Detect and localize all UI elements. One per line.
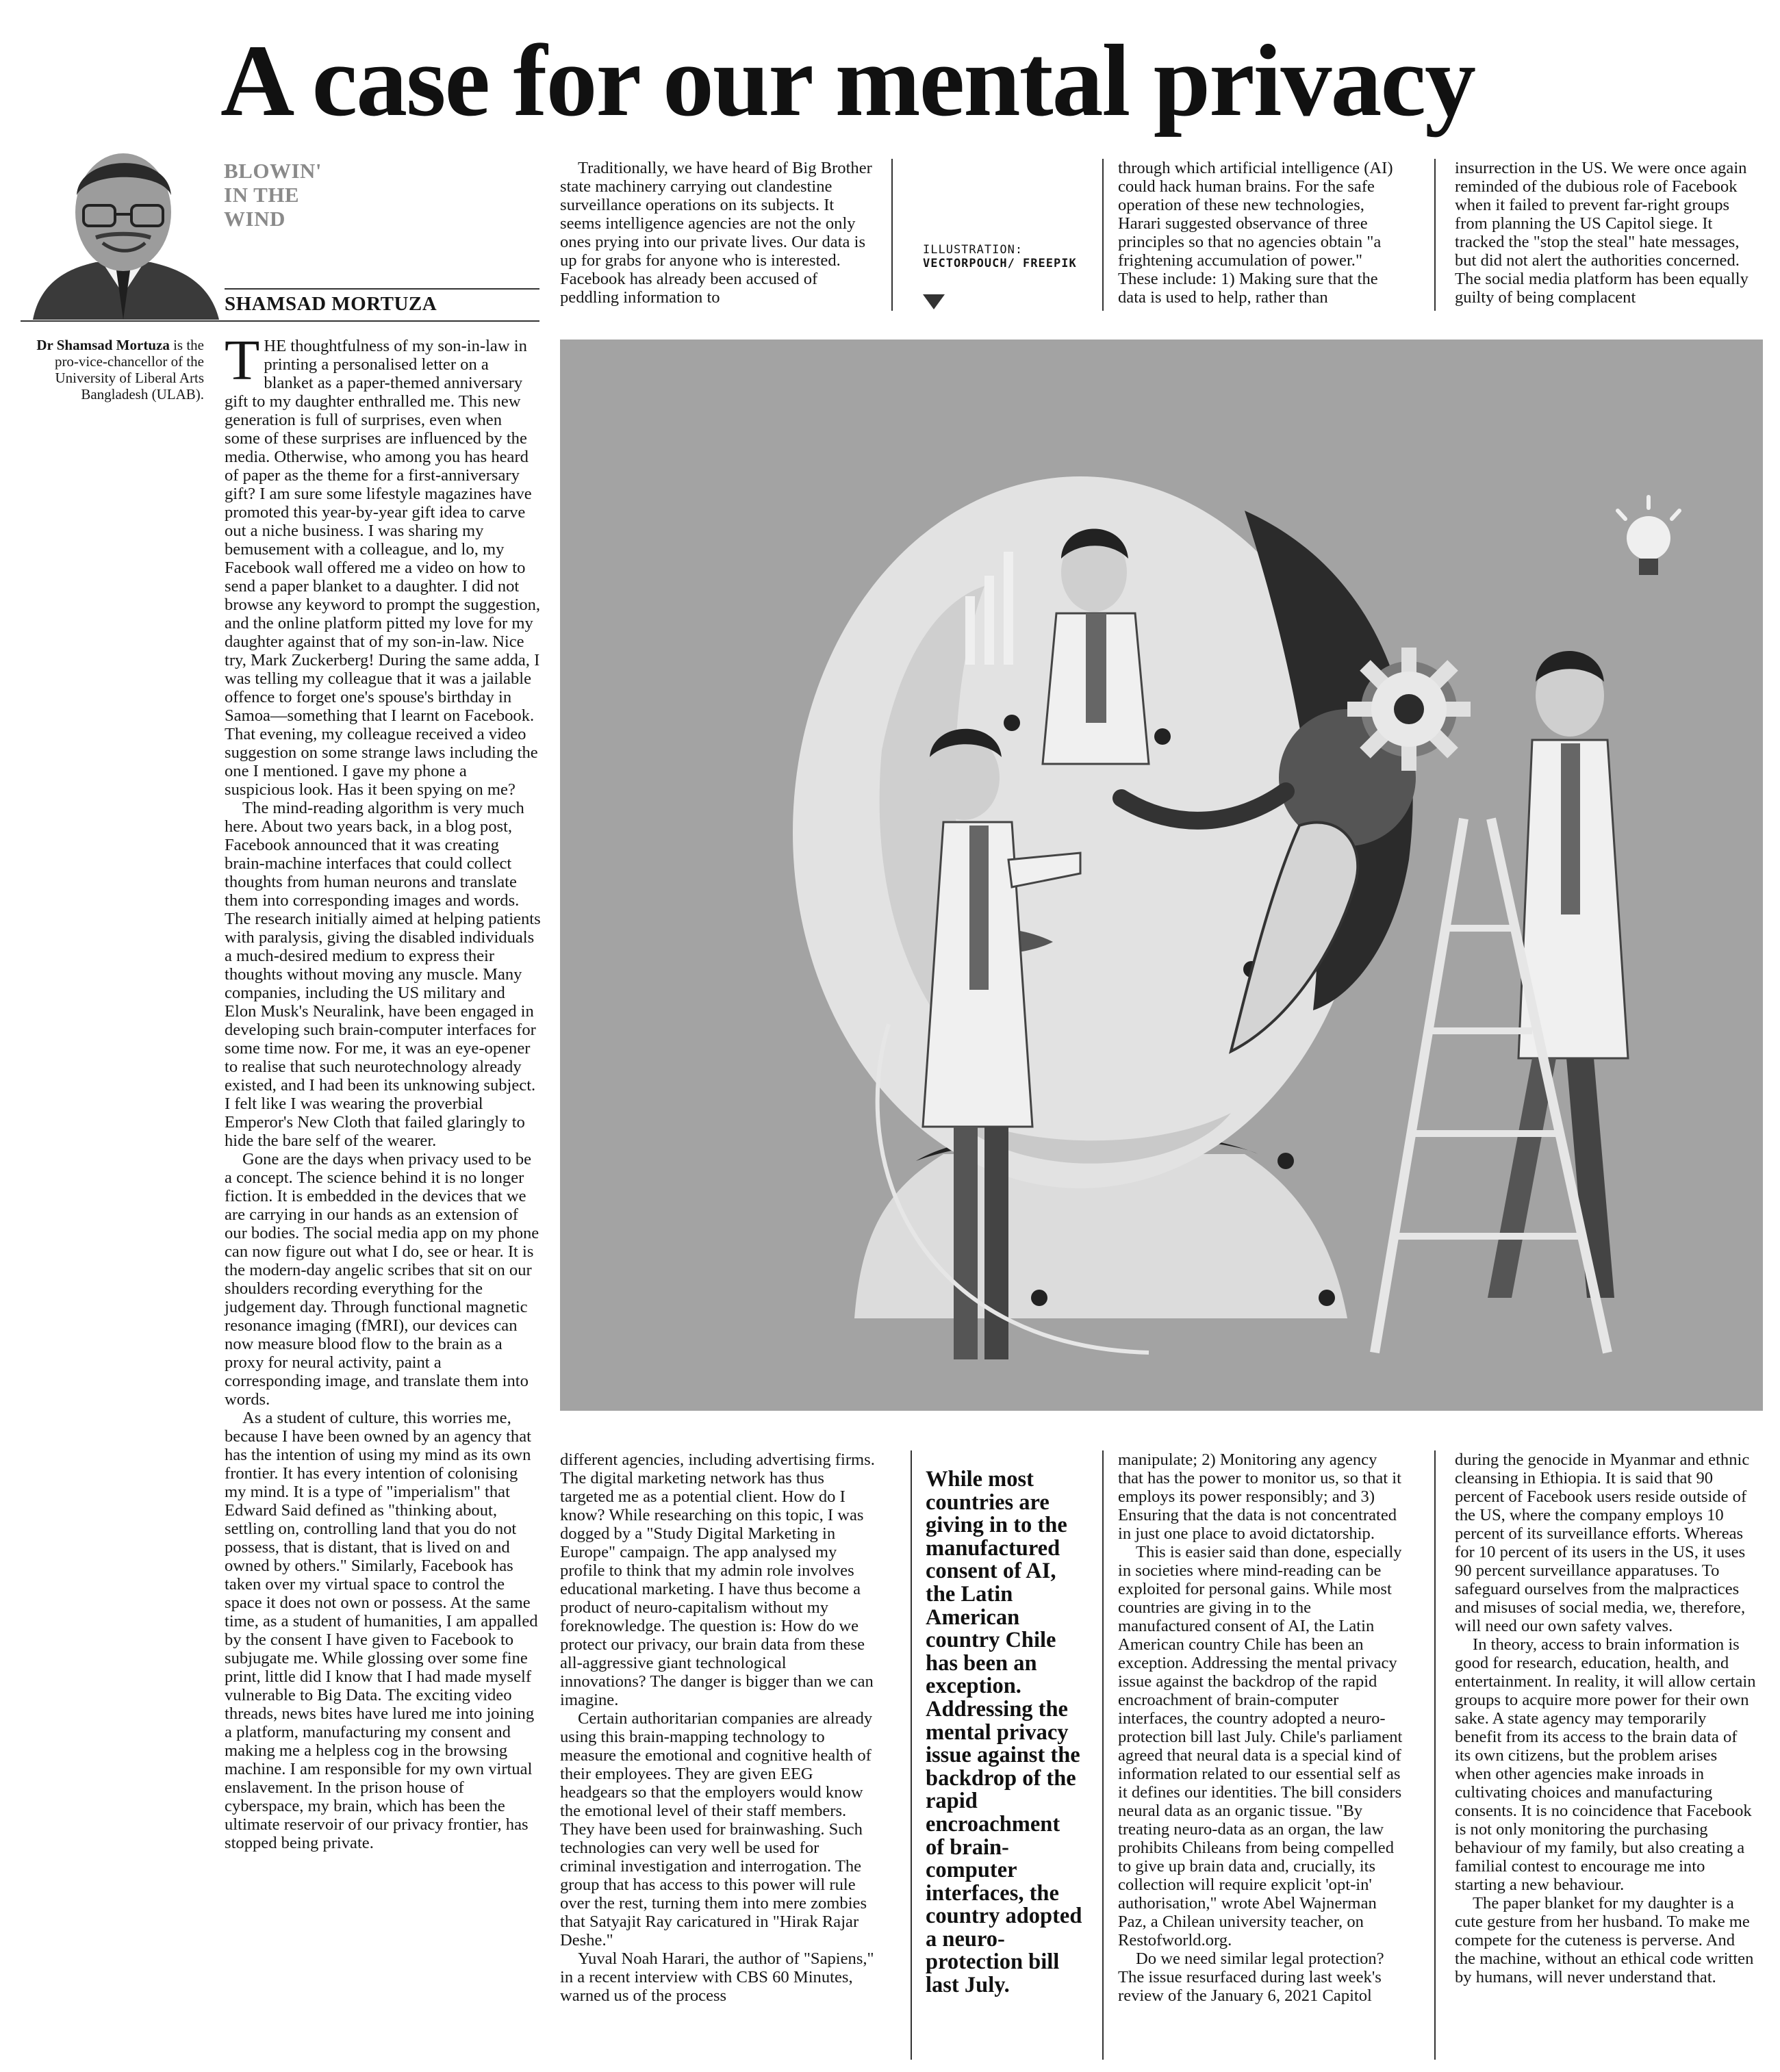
illustration-robot-head (560, 340, 1763, 1411)
article-column-2-bottom (560, 1450, 876, 2060)
article-paragraph: Gone are the days when privacy used to be a concept. The science behind it is no longer fiction. It is embedded in the devices that we are carrying in our hands as an extension of our bodies. The social media app on my phone can now figure out what I do, see or hear. It is the modern-day angelic scribes that sit on our shoulders recording everything for the judgement day. Through functional magnetic resonance imaging (fMRI), our devices can now measure blood flow to the brain as a proxy for neural activity, paint a corresponding image, and translate them into words. (225, 1150, 539, 1409)
article-column-5-top (1455, 159, 1756, 311)
article-paragraph: The paper blanket for my daughter is a cute gesture from her husband. To make me compete for the cuteness is perverse. And the machine, without an ethical code written by humans, will never understand that. (1455, 1894, 1754, 1986)
column-divider (1434, 159, 1436, 311)
article-column-2-top (560, 159, 876, 311)
article-paragraph: different agencies, including advertising firms. The digital marketing network has thus targeted me as a potential client. How do I know? While researching on this topic, I was dogged by a "Study Digital Marketing in Europe" campaign. The app analysed my profile to think that my admin role involves educational marketing. I have thus become a product of neuro-capitalism without my foreknowledge. The question is: How do we protect our privacy, our brain data from these all-aggressive giant technological innovations? The danger is bigger than we can imagine. (560, 1450, 875, 1709)
column-label-line-3: WIND (224, 207, 285, 231)
author-role: is the pro-vice-chancellor of the University of Liberal Arts Bangladesh (ULAB). (54, 337, 204, 402)
article-paragraph: Do we need similar legal protection? The issue resurfaced during last week's review of the January 6, 2021 Capitol (1118, 1949, 1384, 2005)
article-paragraph: Yuval Noah Harari, the author of "Sapiens," in a recent interview with CBS 60 Minutes, warned us of the process (560, 1949, 874, 2005)
author-rule (21, 320, 539, 322)
pull-quote: While most countries are giving in to the manufactured consent of AI, the Latin American country Chile has been an exception. Addressing the mental privacy issue against the backdrop of the rapid encroachment of brain-computer interfaces, the country adopted a neuro-protection bill last July. (926, 1467, 1082, 1998)
article-paragraph: during the genocide in Myanmar and ethnic cleansing in Ethiopia. It is said that 90 percent of Facebook users reside outside of the US, where the company employs 10 percent of its surveillance efforts. Whereas for 10 percent of its users in the US, it uses 90 percent surveillance apparatuses. To safeguard ourselves from the malpractices and misuses of social media, we, therefore, will need our own safety valves. (1455, 1450, 1750, 1635)
triangle-pointer-icon (923, 294, 945, 309)
drop-cap: T (225, 329, 260, 392)
article-paragraph: Certain authoritarian companies are already using this brain-mapping technology to measure the emotional and cognitive health of their employees. They are given EEG headgears so that the employers would know the emotional level of their staff members. They have been used for brainwashing. Such technologies can very well be used for criminal investigation and interrogation. The group that has access to this power will rule over the rest, turning them into mere zombies that Satyajit Ray caricatured in "Hirak Rajar Deshe." (560, 1709, 873, 1949)
article-paragraph: This is easier said than done, especially in societies where mind-reading can be exploited for personal gains. While most countries are giving in to the manufactured consent of AI, the Latin American country Chile has been an exception. Addressing the mental privacy issue against the backdrop of the rapid encroachment of brain-computer interfaces, the country adopted a neuro-protection bill last July. Chile's parliament agreed that neural data is a special kind of information related to our essential self as it defines our identities. The bill considers neural data as an organic tissue. "By treating neuro-data as an organ, the law prohibits Chileans from being compelled to give up brain data and, crucially, its collection will require explicit 'opt-in' authorisation," wrote Abel Wajnerman Paz, a Chilean university teacher, on Restofworld.org. (1118, 1543, 1403, 1949)
column-divider (1434, 1450, 1436, 2060)
article-paragraph: manipulate; 2) Monitoring any agency that has the power to monitor us, so that it employs its power responsibly; and 3) Ensuring that the data is not concentrated in just one place to avoid dictatorship. (1118, 1450, 1401, 1543)
column-label (224, 159, 322, 231)
illustration-credit (923, 243, 1077, 270)
paragraph-text: HE thoughtfulness of my son-in-law in printing a personalised letter on a blanket as a paper-themed anniversary gift to my daughter enthralled me. This new generation is full of surprises, even when some of these surprises are influenced by the media. Otherwise, who among you has heard of paper as the theme for a first-anniversary gift? I am sure some lifestyle magazines have promoted this year-by-year gift idea to carve out a niche business. I was sharing my bemusement with a colleague, and lo, my Facebook wall offered me a video on how to send a paper blanket to a daughter. I did not browse any keyword to prompt the suggestion, and the online platform pitted my love for my daughter against that of my son-in-law. Nice try, Mark Zuckerberg! During the same adda, I was telling my colleague that it was a jailable offence to forget one's spouse's birthday in Samoa—something that I learnt on Facebook. That evening, my colleague received a video suggestion on some strange laws including the one I mentioned. I gave my phone a suspicious look. Has it been spying on me? (225, 337, 541, 799)
article-column-4-bottom (1118, 1450, 1404, 2060)
author-portrait (21, 140, 226, 320)
column-divider (891, 159, 893, 311)
article-paragraph (225, 329, 541, 799)
article-paragraph: The mind-reading algorithm is very much here. About two years back, in a blog post, Facebook announced that it was creating brain-machine interfaces that could collect thoughts from human neurons and translate them into corresponding images and words. The research initially aimed at helping patients with paralysis, giving the disabled individuals a much-desired medium to express their thoughts without moving any muscle. Many companies, including the US military and Elon Musk's Neuralink, have been engaged in developing such brain-computer interfaces for some time now. For me, it was an eye-opener to realise that such neurotechnology already existed, and I had been its unknowing subject. I felt like I was wearing the proverbial Emperor's New Cloth that failed glaringly to hide the bare self of the wearer. (225, 799, 541, 1150)
column-divider (1102, 159, 1104, 311)
author-name: Dr Shamsad Mortuza (36, 337, 170, 353)
article-paragraph: In theory, access to brain information is good for research, education, health, and entertainment. In reality, it will allow certain groups to acquire more power for their own sake. A state agency may temporarily benefit from its access to the brain data of its own citizens, but the problem arises when other agencies make inroads in cultivating choices and manufacturing consents. It is no coincidence that Facebook is not only monitoring the purchasing behaviour of my family, but also creating a familial contest to encourage me into starting a new behaviour. (1455, 1635, 1756, 1894)
illustration (560, 340, 1763, 1411)
column-label-line-2: IN THE (224, 183, 300, 207)
article-paragraph: Traditionally, we have heard of Big Brother state machinery carrying out clandestine surveillance operations on its subjects. It seems intelligence agencies are not the only ones prying into our private lives. Our data is up for grabs for anyone who is interested. Facebook has already been accused of peddling information to (560, 159, 872, 307)
article-paragraph: As a student of culture, this worries me, because I have been owned by an agency that has the intention of using my mind as its own frontier. It has every intention of colonising my mind. It is a type of "imperialism" that Edward Said defined as "thinking about, settling on, controlling land that you do not possess, that is distant, that is lived on and owned by others." Similarly, Facebook has taken over my virtual space to control the space it does not own or possess. At the same time, as a student of humanities, I am appalled by the consent I have given to Facebook to subjugate me. While glossing over some fine print, little did I know that I had made myself vulnerable to Big Data. The exciting video threads, news bites have lured me into joining a platform, manufacturing my consent and making me a helpless cog in the browsing machine. I am responsible for my own virtual enslavement. In the prison house of cyberspace, my brain, which has been the ultimate reservoir of our privacy frontier, has stopped being private. (225, 1409, 538, 1852)
byline-rule (225, 288, 539, 290)
article-paragraph: through which artificial intelligence (AI) could hack human brains. For the safe operation of these new technologies, Harari suggested observance of three principles so that no agencies obtain "a frightening accumulation of power." These include: 1) Making sure that the data is used to help, rather than (1118, 159, 1393, 307)
article-paragraph: insurrection in the US. We were once again reminded of the dubious role of Facebook when it failed to prevent far-right groups from planning the US Capitol siege. It tracked the "stop the steal" hate messages, but did not alert the authorities concerned. The social media platform has been equally guilty of being complacent (1455, 159, 1749, 307)
column-divider (1102, 1450, 1104, 2060)
article-column-5-bottom (1455, 1450, 1756, 2060)
article-column-4-top (1118, 159, 1404, 311)
byline: SHAMSAD MORTUZA (225, 293, 437, 315)
illustration-credit-label: ILLUSTRATION: (923, 243, 1024, 257)
article-column-1 (225, 329, 541, 1852)
column-label-line-1: BLOWIN' (224, 159, 322, 183)
pull-quote-rule (911, 1450, 912, 2060)
illustration-credit-name: VECTORPOUCH/ FREEPIK (923, 257, 1077, 270)
author-note (21, 337, 204, 402)
headline: A case for our mental privacy (220, 24, 1475, 138)
